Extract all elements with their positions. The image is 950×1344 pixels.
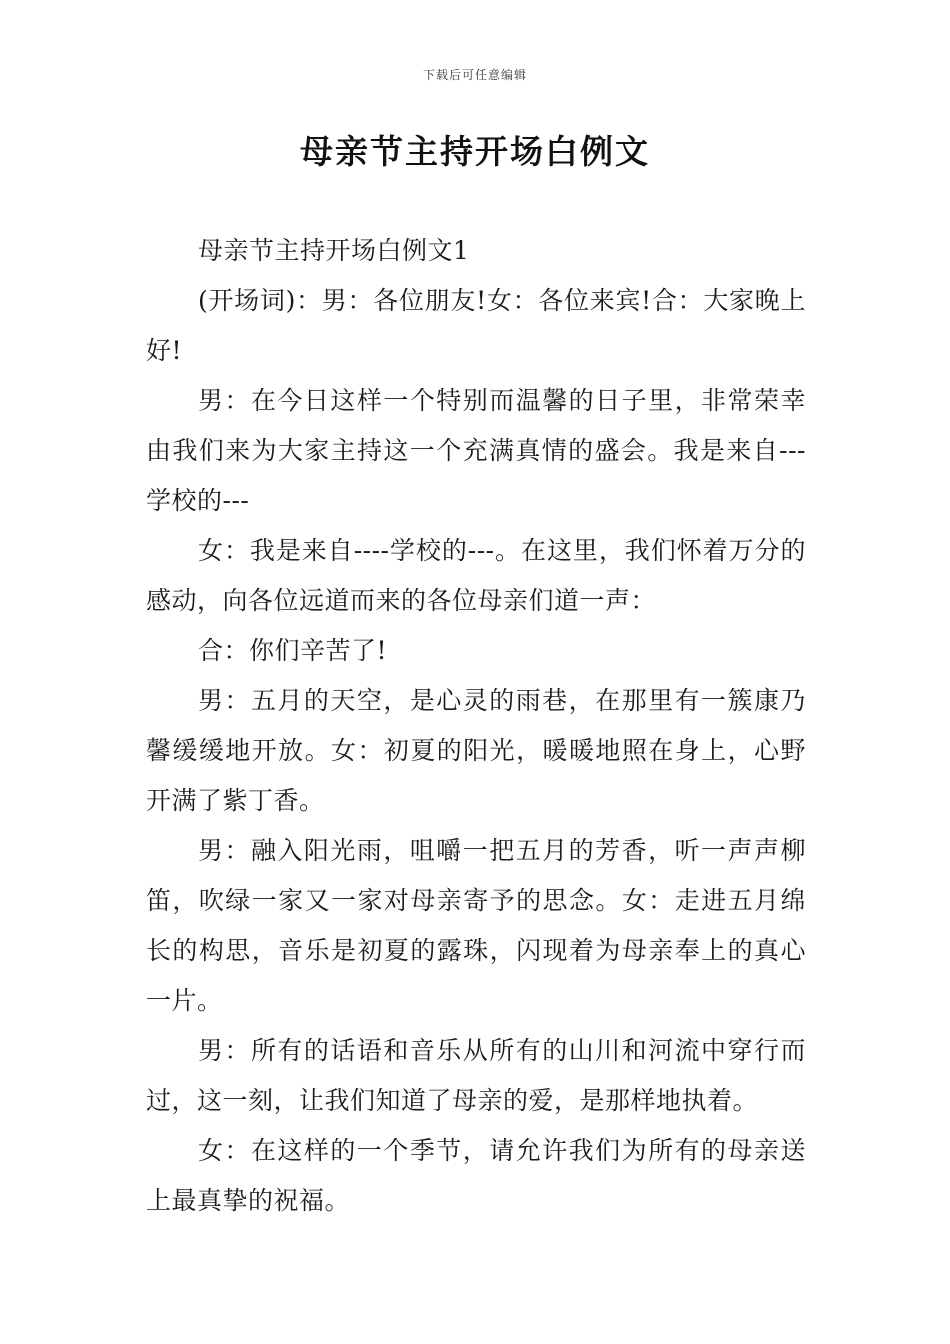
- paragraph: 男：五月的天空，是心灵的雨巷，在那里有一簇康乃馨缓缓地开放。女：初夏的阳光，暖暖地照在身上，心野开满了紫丁香。: [146, 686, 806, 815]
- header-note: 下载后可任意编辑: [422, 68, 527, 82]
- paragraph: 女：在这样的一个季节，请允许我们为所有的母亲送上最真挚的祝福。: [146, 1136, 806, 1215]
- paragraph: (开场词)：男：各位朋友!女：各位来宾!合：大家晚上好!: [146, 286, 806, 365]
- paragraph: 合：你们辛苦了!: [198, 636, 388, 665]
- paragraph: 男：所有的话语和音乐从所有的山川和河流中穿行而过，这一刻，让我们知道了母亲的爱，是那样地执着。: [146, 1036, 806, 1115]
- document-body: [146, 226, 806, 1226]
- paragraph: 男：在今日这样一个特别而温馨的日子里，非常荣幸由我们来为大家主持这一个充满真情的盛会。我是来自---学校的---: [146, 386, 806, 515]
- paragraph: 母亲节主持开场白例文1: [198, 236, 470, 265]
- document-title: 母亲节主持开场白例文: [300, 132, 650, 171]
- paragraph: 男：融入阳光雨，咀嚼一把五月的芳香，听一声声柳笛，吹绿一家又一家对母亲寄予的思念。女：走进五月绵长的构思，音乐是初夏的露珠，闪现着为母亲奉上的真心一片。: [146, 836, 806, 1015]
- paragraph: 女：我是来自----学校的---。在这里，我们怀着万分的感动，向各位远道而来的各位母亲们道一声：: [146, 536, 806, 615]
